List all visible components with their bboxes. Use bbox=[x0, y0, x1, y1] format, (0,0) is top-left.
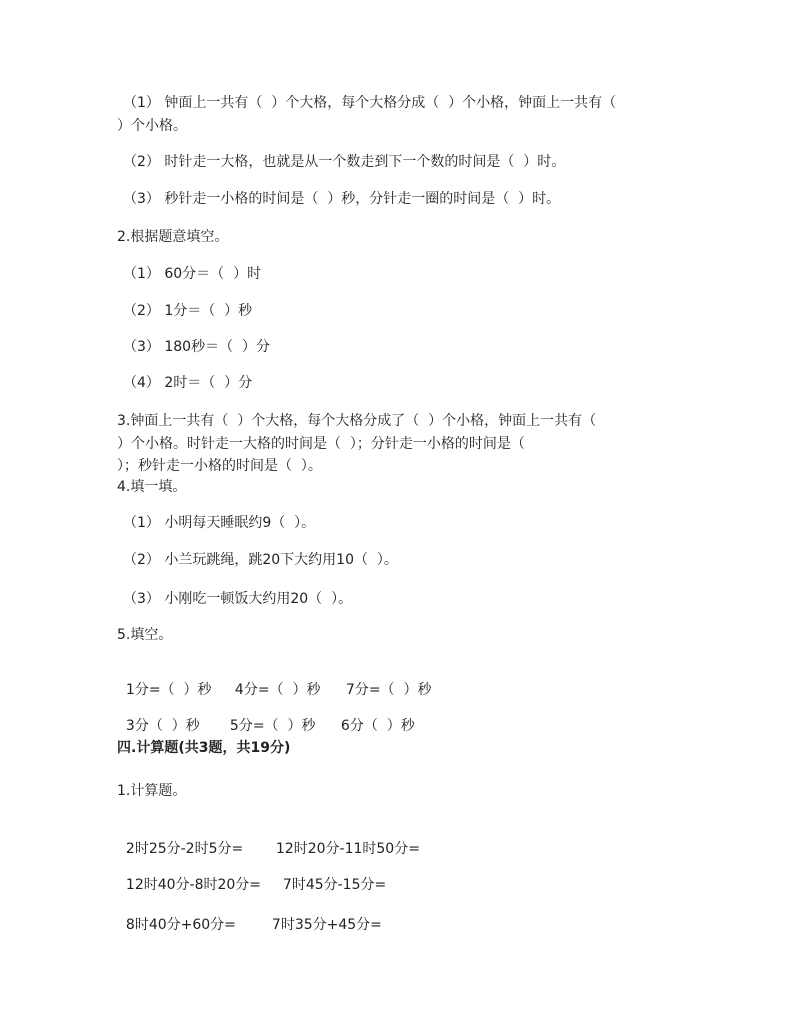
calc-expression: 7时35分+45分= bbox=[271, 917, 382, 933]
calc-expression: 12时40分-8时20分= bbox=[125, 877, 262, 893]
q2-item: （3） 180秒＝（ ）分 bbox=[123, 339, 270, 355]
q4-title: 4.填一填。 bbox=[117, 479, 187, 495]
q4-item: （1） 小明每天睡眠约9（ ）。 bbox=[123, 515, 316, 531]
q3-line1: 3.钟面上一共有（ ）个大格，每个大格分成了（ ）个小格，钟面上一共有（ bbox=[117, 413, 597, 429]
q1-sub2: （2） 时针走一大格，也就是从一个数走到下一个数的时间是（ ）时。 bbox=[123, 154, 566, 170]
calc-expression: 7时45分-15分= bbox=[282, 877, 387, 893]
q4-item: （2） 小兰玩跳绳，跳20下大约用10（ ）。 bbox=[123, 552, 398, 568]
q5-title: 5.填空。 bbox=[117, 627, 173, 643]
section-heading: 四.计算题(共3题，共19分) bbox=[117, 740, 291, 756]
q5-blank: 5分=（ ）秒 bbox=[229, 718, 316, 734]
calc-row bbox=[117, 895, 382, 935]
q1-sub3: （3） 秒针走一小格的时间是（ ）秒，分针走一圈的时间是（ ）时。 bbox=[123, 191, 561, 207]
q5-blank: 3分（ ）秒 bbox=[125, 718, 200, 734]
q2-title: 2.根据题意填空。 bbox=[117, 229, 229, 245]
q4-item: （3） 小刚吃一顿饭大约用20（ ）。 bbox=[123, 591, 353, 607]
q5-row bbox=[117, 660, 431, 700]
calc-expression: 12时20分-11时50分= bbox=[275, 841, 420, 857]
q2-item: （4） 2时＝（ ）分 bbox=[123, 375, 253, 391]
calc-title: 1.计算题。 bbox=[117, 783, 187, 799]
q5-blank: 7分=（ ）秒 bbox=[345, 682, 432, 698]
q1-sub1-line2: ）个小格。 bbox=[117, 118, 187, 134]
calc-row bbox=[117, 819, 420, 859]
q2-item: （1） 60分＝（ ）时 bbox=[123, 266, 262, 282]
q1-sub1-line1: （1） 钟面上一共有（ ）个大格，每个大格分成（ ）个小格，钟面上一共有（ bbox=[123, 95, 617, 111]
calc-expression: 8时40分+60分= bbox=[125, 917, 236, 933]
q2-item: （2） 1分＝（ ）秒 bbox=[123, 303, 253, 319]
q5-blank: 6分（ ）秒 bbox=[340, 718, 415, 734]
calc-row bbox=[117, 855, 386, 895]
q5-blank: 4分=（ ）秒 bbox=[234, 682, 321, 698]
q5-blank: 1分=（ ）秒 bbox=[125, 682, 212, 698]
calc-expression: 2时25分-2时5分= bbox=[125, 841, 244, 857]
q3-line2: ）个小格。时针走一大格的时间是（ ）；分针走一小格的时间是（ bbox=[117, 436, 525, 452]
q3-line3: ）；秒针走一小格的时间是（ ）。 bbox=[117, 458, 322, 474]
q5-row bbox=[117, 696, 415, 736]
